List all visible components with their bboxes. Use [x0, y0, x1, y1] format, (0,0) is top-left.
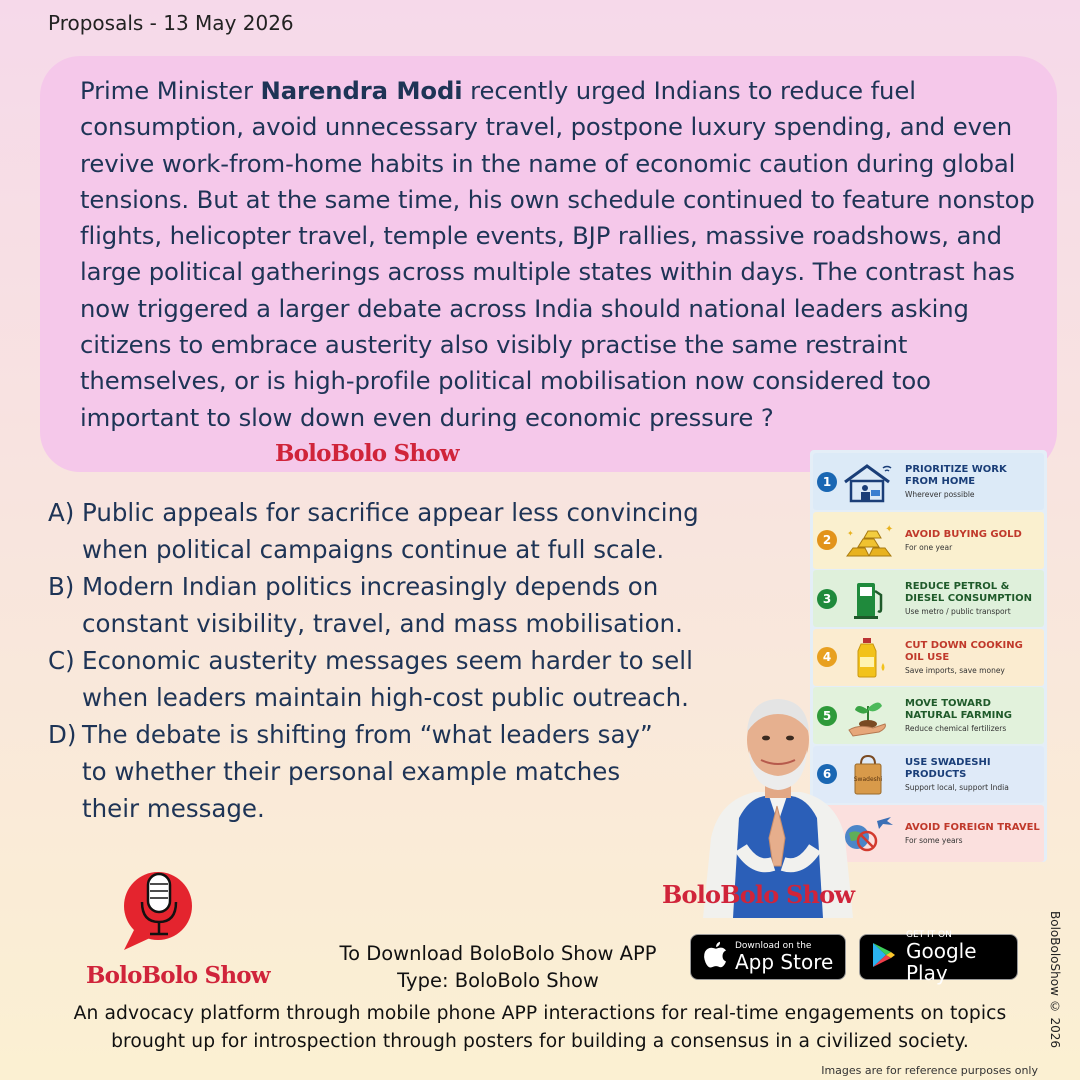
poster-item-sub: For one year — [905, 542, 953, 552]
poster-item-sub: Wherever possible — [905, 490, 975, 499]
poster-item — [813, 629, 1044, 686]
option-d[interactable] — [48, 716, 748, 827]
svg-text:✦: ✦ — [847, 529, 854, 539]
option-text: The debate is shifting from “what leaders say” to whether their personal example matches their message. — [82, 720, 653, 823]
option-text: Public appeals for sacrifice appear less convincing when political campaigns continue at full scale. — [82, 498, 699, 564]
poster-item-title: AVOID FOREIGN TRAVEL — [905, 821, 1040, 833]
brand-watermark-top: BoloBolo Show — [275, 440, 459, 467]
mic-logo-icon — [120, 866, 200, 956]
option-text: Modern Indian politics increasingly depends on constant visibility, travel, and mass mobilisation. — [82, 572, 683, 638]
apple-icon — [703, 941, 727, 973]
option-letter: B) — [48, 572, 75, 601]
download-instructions — [320, 940, 676, 994]
poster-item-sub: Support local, support India — [905, 782, 1009, 792]
app-store-small: Download on the — [735, 941, 812, 951]
footer-line2: brought up for introspection through posters for building a consensus in a civilized society. — [111, 1031, 969, 1052]
download-line2: Type: BoloBolo Show — [397, 969, 599, 992]
google-small: GET IT ON — [906, 930, 952, 940]
poster-item-number: 1 — [817, 472, 837, 492]
app-store-big: App Store — [735, 950, 834, 974]
google-play-button[interactable] — [859, 930, 1018, 985]
poster-item-number: 5 — [817, 706, 837, 726]
poster-item-title: USE SWADESHI PRODUCTS — [905, 756, 991, 780]
disclaimer-text: Images are for reference purposes only — [821, 1064, 1038, 1077]
option-letter: A) — [48, 498, 75, 527]
app-store-button[interactable] — [690, 934, 846, 980]
option-letter: C) — [48, 646, 75, 675]
fuel-pump-icon — [837, 577, 899, 621]
poster-item-sub: Save imports, save money — [905, 665, 1005, 675]
footer-line1: An advocacy platform through mobile phone APP interactions for real-time engagements on topics — [73, 1003, 1007, 1024]
intro-prefix: Prime Minister — [80, 76, 261, 105]
poster-item-number: 4 — [817, 647, 837, 667]
option-text: Economic austerity messages seem harder to sell when leaders maintain high-cost public outreach. — [82, 646, 693, 712]
poster-item — [813, 453, 1044, 510]
footer-tagline — [20, 1000, 1060, 1056]
poster-item-title: MOVE TOWARD NATURAL FARMING — [905, 698, 1012, 722]
option-letter: D) — [48, 720, 77, 749]
poster-item-number: 6 — [817, 764, 837, 784]
home-office-icon — [837, 460, 899, 504]
poster-item-sub: Reduce chemical fertilizers — [905, 724, 1007, 734]
option-b[interactable] — [48, 568, 748, 642]
gold-bars-icon — [837, 518, 899, 562]
poster-item-title: PRIORITIZE WORK FROM HOME — [905, 464, 1007, 487]
brand-watermark-image: BoloBolo Show — [662, 880, 855, 909]
poster-item-sub: For some years — [905, 835, 963, 845]
svg-text:✦: ✦ — [885, 524, 894, 536]
brand-logo-text: BoloBolo Show — [86, 962, 270, 989]
intro-paragraph — [80, 73, 1037, 436]
google-big: Google Play — [906, 939, 977, 985]
poster-item — [813, 512, 1044, 569]
intro-box — [40, 56, 1057, 472]
poster-item-title: CUT DOWN COOKING OIL USE — [905, 639, 1023, 663]
poster-item-number: 3 — [817, 589, 837, 609]
copyright-text: BoloBoloShow © 2026 — [1048, 911, 1062, 1049]
play-icon — [872, 942, 896, 972]
download-line1: To Download BoloBolo Show APP — [339, 942, 657, 965]
oil-bottle-icon — [837, 635, 899, 679]
poster-item-number: 2 — [817, 530, 837, 550]
intro-bold-name: Narendra Modi — [260, 76, 463, 105]
option-c[interactable] — [48, 642, 748, 716]
poster-item-title: REDUCE PETROL & DIESEL CONSUMPTION — [905, 581, 1032, 605]
options-list — [48, 494, 748, 827]
bag-label: Swadeshi — [853, 776, 883, 784]
proposal-date: Proposals - 13 May 2026 — [48, 11, 294, 35]
poster-item-sub: Use metro / public transport — [905, 607, 1011, 617]
option-a[interactable] — [48, 494, 748, 568]
poster-item — [813, 570, 1044, 627]
poster-item-title: AVOID BUYING GOLD — [905, 528, 1022, 540]
intro-body: recently urged Indians to reduce fuel consumption, avoid unnecessary travel, postpone luxury spending, and even revive work-from-home habits in the name of economic caution during global tensions. But at the same time, his own schedule continued to feature nonstop flights, helicopter travel, temple events, BJP rallies, massive roadshows, and large political gatherings across multiple states within days. The contrast has now triggered a larger debate across India should national leaders asking citizens to embrace austerity also visibly practise the same restraint themselves, or is high-profile political mobilisation now considered too important to slow down even during economic pressure ? — [80, 76, 1035, 432]
